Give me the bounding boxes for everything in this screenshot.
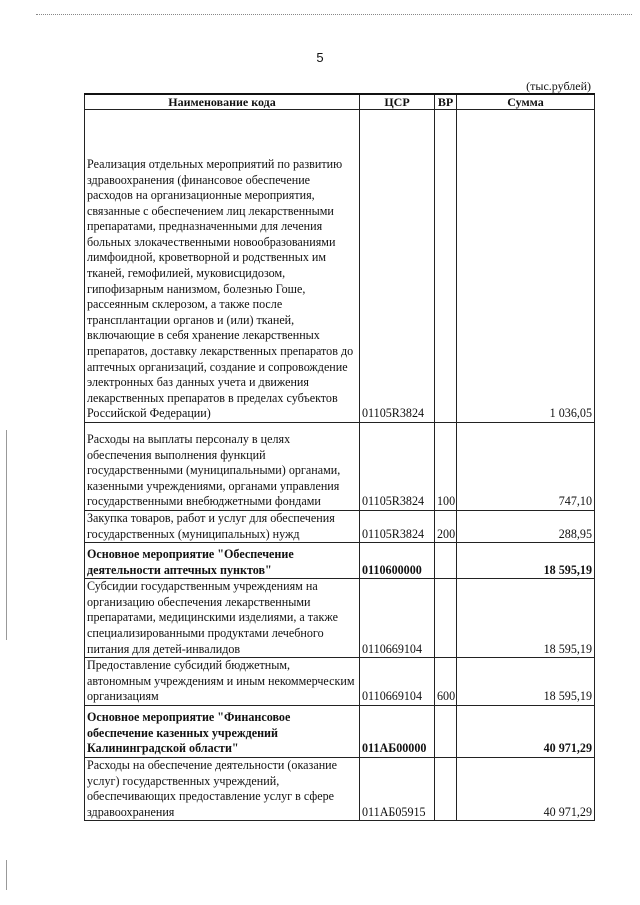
- table-row: [85, 543, 595, 579]
- budget-table: [84, 93, 595, 821]
- row-sum-cell: 40 971,29: [457, 757, 595, 820]
- row-name-cell: Расходы на выплаты персоналу в целях обеспечения выполнения функций государственными (муниципальными) органами, казенными учреждениями, органами управления государственными внебюджетными фондами: [85, 423, 360, 511]
- row-name-cell: Основное мероприятие "Обеспечение деятельности аптечных пунктов": [85, 543, 360, 579]
- row-csr-cell: 01105R3824: [360, 511, 435, 543]
- header-vr: ВР: [435, 94, 457, 110]
- row-name-cell: Закупка товаров, работ и услуг для обеспечения государственных (муниципальных) нужд: [85, 511, 360, 543]
- row-name-cell: Расходы на обеспечение деятельности (оказание услуг) государственных учреждений, обеспечивающих предоставление услуг в сфере здравоохранения: [85, 757, 360, 820]
- row-csr-cell: 011АБ00000: [360, 705, 435, 757]
- row-sum-cell: 747,10: [457, 423, 595, 511]
- row-name-cell: Основное мероприятие "Финансовое обеспечение казенных учреждений Калининградской области": [85, 705, 360, 757]
- table-row: [85, 511, 595, 543]
- row-sum-cell: 18 595,19: [457, 579, 595, 658]
- row-vr-cell: 200: [435, 511, 457, 543]
- header-csr: ЦСР: [360, 94, 435, 110]
- row-vr-cell: [435, 579, 457, 658]
- table-row: [85, 757, 595, 820]
- row-sum-cell: 288,95: [457, 511, 595, 543]
- row-vr-cell: [435, 757, 457, 820]
- table-row: [85, 110, 595, 423]
- row-csr-cell: 0110600000: [360, 543, 435, 579]
- row-name-cell: Реализация отдельных мероприятий по развитию здравоохранения (финансовое обеспечение расходов на организационные мероприятия, связанные с обеспечением лиц лекарственными препаратами, предназначенными для лечения больных злокачественными новообразованиями лимфоидной, кроветворной и родственных им тканей, гемофилией, муковисцидозом, гипофизарным нанизмом, болезнью Гоше, рассеянным склерозом, а также после трансплантации органов и (или) тканей, включающие в себя хранение лекарственных препаратов, доставку лекарственных препаратов до аптечных организаций, создание и сопровождение электронных баз данных учета и движения лекарственных препаратов в пределах субъектов Российской Федерации): [85, 110, 360, 423]
- table-row: [85, 658, 595, 706]
- scan-edge-mark: [6, 430, 7, 640]
- header-sum: Сумма: [457, 94, 595, 110]
- row-csr-cell: 0110669104: [360, 658, 435, 706]
- table-header-row: [85, 94, 595, 110]
- units-label: (тыс.рублей): [526, 79, 591, 93]
- row-name-cell: Субсидии государственным учреждениям на организацию обеспечения лекарственными препаратами, медицинскими изделиями, а также специализированными продуктами лечебного питания для детей-инвалидов: [85, 579, 360, 658]
- top-border-line: [36, 14, 632, 15]
- row-sum-cell: 18 595,19: [457, 658, 595, 706]
- row-csr-cell: 0110669104: [360, 579, 435, 658]
- row-csr-cell: 01105R3824: [360, 423, 435, 511]
- row-sum-cell: 40 971,29: [457, 705, 595, 757]
- row-csr-cell: 011АБ05915: [360, 757, 435, 820]
- scan-edge-mark: [6, 860, 7, 890]
- row-vr-cell: [435, 705, 457, 757]
- row-vr-cell: 100: [435, 423, 457, 511]
- row-vr-cell: [435, 543, 457, 579]
- row-sum-cell: 1 036,05: [457, 110, 595, 423]
- row-sum-cell: 18 595,19: [457, 543, 595, 579]
- row-csr-cell: 01105R3824: [360, 110, 435, 423]
- row-name-cell: Предоставление субсидий бюджетным, автономным учреждениям и иным некоммерческим организациям: [85, 658, 360, 706]
- row-vr-cell: 600: [435, 658, 457, 706]
- page-number: 5: [316, 50, 324, 65]
- table-row: [85, 579, 595, 658]
- header-name: Наименование кода: [85, 94, 360, 110]
- table-row: [85, 705, 595, 757]
- row-vr-cell: [435, 110, 457, 423]
- table-row: [85, 423, 595, 511]
